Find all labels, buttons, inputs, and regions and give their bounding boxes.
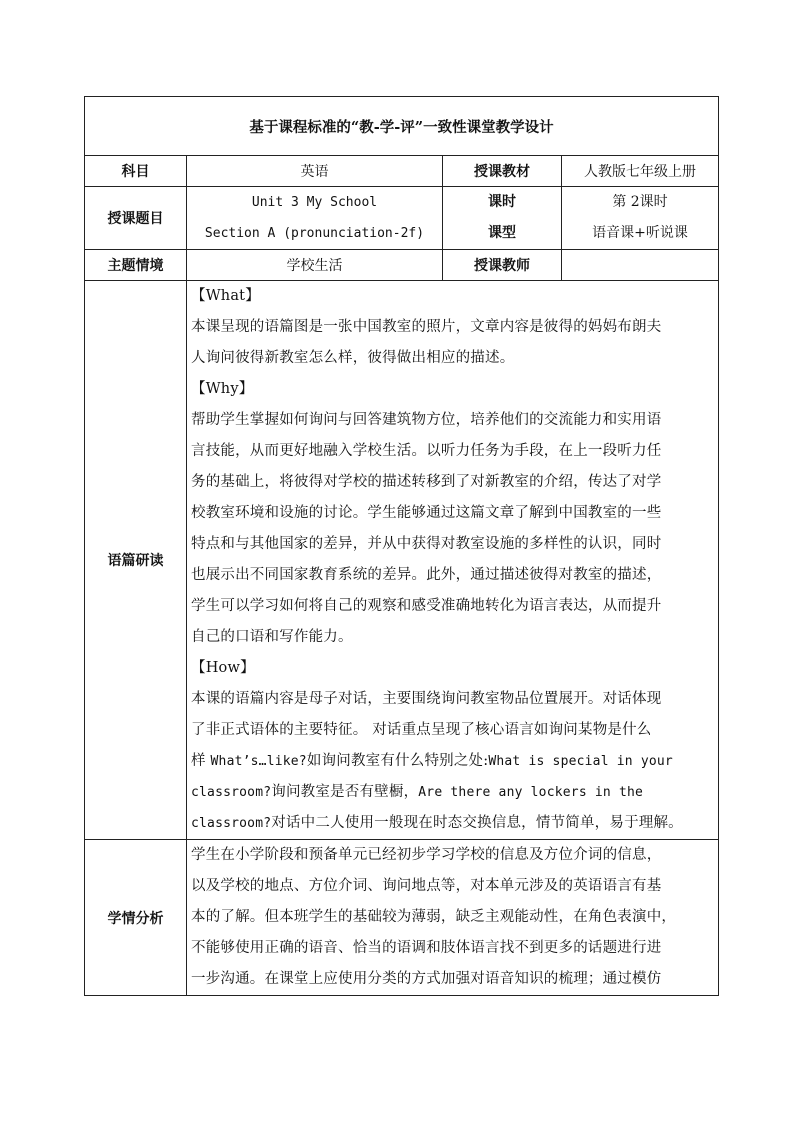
period-type-labels [443, 187, 562, 250]
learner-line: 以及学校的地点、方位介词、询问地点等，对本单元涉及的英语语言有基 [191, 878, 662, 894]
how-line [191, 808, 714, 839]
what-line: 本课呈现的语篇图是一张中国教室的照片，文章内容是彼得的妈妈布朗夫 [191, 319, 662, 335]
what-heading: 【What】 [191, 288, 260, 304]
teacher-label: 授课教师 [443, 250, 562, 281]
why-heading: 【Why】 [191, 381, 254, 397]
why-line: 特点和与其他国家的差异，并从中获得对教室设施的多样性的认识，同时 [191, 536, 662, 552]
how-english: What’s…like? [210, 754, 307, 769]
subject-label: 科目 [85, 156, 187, 187]
how-line: 了非正式语体的主要特征。 对话重点呈现了核心语言如询问某物是什么 [191, 722, 652, 738]
learner-analysis-label: 学情分析 [85, 840, 187, 996]
topic-value [187, 187, 443, 250]
how-line [191, 777, 714, 808]
type-value: 语音课+听说课 [592, 225, 688, 241]
subject-value: 英语 [187, 156, 443, 187]
period-value: 第 2课时 [612, 194, 668, 210]
learner-line: 不能够使用正确的语音、恰当的语调和肢体语言找不到更多的话题进行进 [191, 940, 662, 956]
lesson-plan-table [84, 96, 719, 996]
type-label: 课型 [488, 225, 516, 241]
how-english: Are there any lockers in the [418, 785, 644, 800]
learner-line: 一步沟通。在课堂上应使用分类的方式加强对语音知识的梳理；通过模仿 [191, 971, 662, 987]
period-type-values [562, 187, 719, 250]
why-line: 学生可以学习如何将自己的观察和感受准确地转化为语言表达，从而提升 [191, 598, 662, 614]
theme-value: 学校生活 [187, 250, 443, 281]
theme-label: 主题情境 [85, 250, 187, 281]
textbook-label: 授课教材 [443, 156, 562, 187]
topic-line-1: Unit 3 My School [251, 195, 378, 210]
period-label: 课时 [488, 194, 516, 210]
how-english: classroom? [191, 785, 272, 800]
textbook-value: 人教版七年级上册 [562, 156, 719, 187]
why-line: 也展示出不同国家教育系统的差异。此外，通过描述彼得对教室的描述， [191, 567, 662, 583]
how-text: 询问教室是否有壁橱， [271, 784, 419, 800]
learner-line: 学生在小学阶段和预备单元已经初步学习学校的信息及方位介词的信息， [191, 847, 662, 863]
how-line: 本课的语篇内容是母子对话，主要围绕询问教室物品位置展开。对话体现 [191, 691, 662, 707]
how-line [191, 746, 714, 777]
why-line: 帮助学生掌握如何询问与回答建筑物方位，培养他们的交流能力和实用语 [191, 412, 662, 428]
teacher-value [562, 250, 719, 281]
how-text: 对话中二人使用一般现在时态交换信息，情节简单，易于理解。 [271, 815, 683, 831]
topic-line-2: Section A (pronunciation-2f) [204, 226, 425, 241]
topic-label: 授课题目 [85, 187, 187, 250]
how-text: 样 [191, 753, 211, 769]
learner-line: 本的了解。但本班学生的基础较为薄弱，缺乏主观能动性，在角色表演中， [191, 909, 677, 925]
how-english: What is special in your [488, 754, 673, 769]
why-line: 校教室环境和设施的讨论。学生能够通过这篇文章了解到中国教室的一些 [191, 505, 662, 521]
text-analysis-label: 语篇研读 [85, 281, 187, 840]
how-heading: 【How】 [191, 660, 255, 676]
why-line: 言技能，从而更好地融入学校生活。以听力任务为手段，在上一段听力任 [191, 443, 662, 459]
how-text: 如询问教室有什么特别之处: [306, 753, 489, 769]
how-english: classroom? [191, 816, 272, 831]
why-line: 自己的口语和写作能力。 [191, 629, 353, 645]
text-analysis-content [187, 281, 719, 840]
document-title: 基于课程标准的“教-学-评”一致性课堂教学设计 [85, 97, 719, 156]
learner-analysis-content [187, 840, 719, 996]
what-line: 人询问彼得新教室怎么样，彼得做出相应的描述。 [191, 350, 515, 366]
why-line: 务的基础上，将彼得对学校的描述转移到了对新教室的介绍，传达了对学 [191, 474, 662, 490]
